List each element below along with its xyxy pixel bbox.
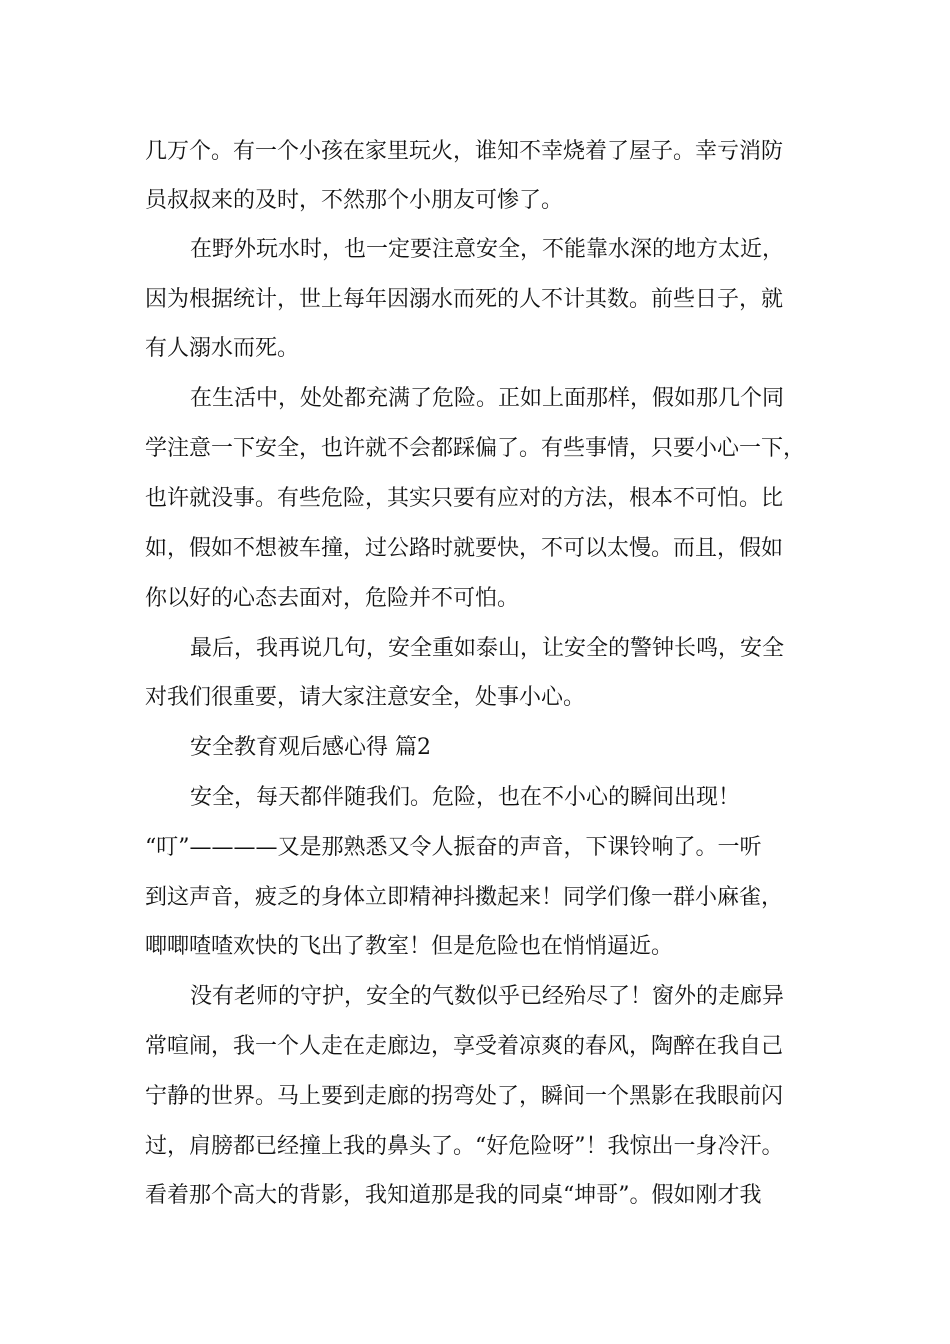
paragraph-first-line: 在生活中，处处都充满了危险。正如上面那样，假如那几个同: [190, 386, 785, 411]
text-line: 也许就没事。有些危险，其实只要有应对的方法，根本不可怕。比: [145, 486, 784, 511]
text-line: 到这声音，疲乏的身体立即精神抖擞起来！同学们像一群小麻雀，: [145, 885, 784, 910]
text-line: 对我们很重要，请大家注意安全，处事小心。: [145, 685, 586, 710]
paragraph-first-line: 安全，每天都伴随我们。危险，也在不小心的瞬间出现！: [190, 785, 741, 810]
text-line: 因为根据统计，世上每年因溺水而死的人不计其数。前些日子，就: [145, 287, 784, 312]
text-line: 过，肩膀都已经撞上我的鼻头了。“好危险呀”！我惊出一身冷汗。: [145, 1134, 784, 1159]
text-line: 你以好的心态去面对，危险并不可怕。: [145, 586, 520, 611]
text-line: 宁静的世界。马上要到走廊的拐弯处了，瞬间一个黑影在我眼前闪: [145, 1084, 784, 1109]
paragraph-first-line: 最后，我再说几句，安全重如泰山，让安全的警钟长鸣，安全: [190, 636, 785, 661]
section-heading: 安全教育观后感心得 篇2: [190, 735, 431, 760]
text-line: 常喧闹，我一个人走在走廊边，享受着凉爽的春风，陶醉在我自己: [145, 1034, 784, 1059]
text-line: 学注意一下安全，也许就不会都踩偏了。有些事情，只要小心一下，: [145, 436, 806, 461]
text-line: 如，假如不想被车撞，过公路时就要快，不可以太慢。而且，假如: [145, 536, 784, 561]
text-line: 唧唧喳喳欢快的飞出了教室！但是危险也在悄悄逼近。: [145, 934, 674, 959]
text-line: “叮”————又是那熟悉又令人振奋的声音，下课铃响了。一听: [145, 835, 762, 860]
text-line: 员叔叔来的及时，不然那个小朋友可惨了。: [145, 188, 564, 213]
text-line: 几万个。有一个小孩在家里玩火，谁知不幸烧着了屋子。幸亏消防: [145, 139, 784, 164]
text-line: 有人溺水而死。: [145, 336, 300, 361]
text-line: 看着那个高大的背影，我知道那是我的同桌“坤哥”。假如刚才我: [145, 1183, 762, 1208]
paragraph-first-line: 在野外玩水时，也一定要注意安全，不能靠水深的地方太近，: [190, 237, 785, 262]
paragraph-first-line: 没有老师的守护，安全的气数似乎已经殆尽了！窗外的走廊异: [190, 984, 785, 1009]
